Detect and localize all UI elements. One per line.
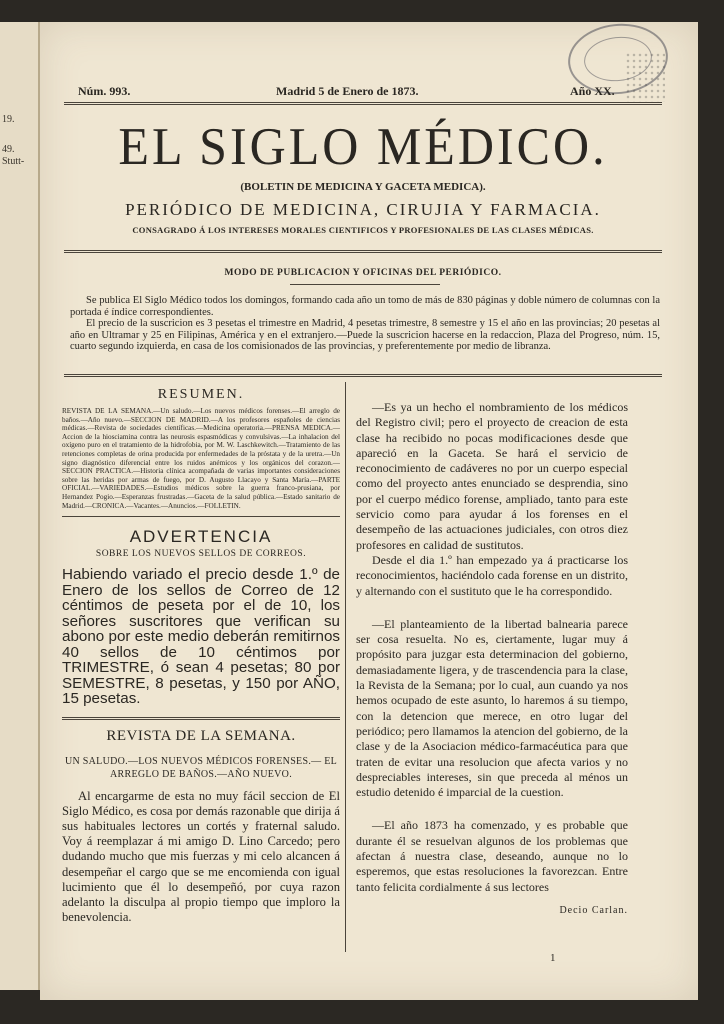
page-number: 1 (550, 952, 556, 964)
news-paragraph: —El año 1873 ha comenzado, y es probable que durante él se resuelvan algunos de los problemas que afectan á nuestra clase, deseando, aunque no lo esperemos, que estas resoluciones la favorezcan. Entre tanto felicita cordialmente á sus lectores (356, 818, 628, 894)
news-paragraph: —El planteamiento de la libertad balnearia parece ser cosa resuelta. No es, ciertamente, lugar muy á propósito para juzgar esta determinacion del gobierno, demasiadamente ligera, y de trascendencia para la clase, la Revista de la Semana; por lo cual, aun cuando ya nos hemos ocupado de este asunto, lo haremos á su tiempo, con la detencion que merece, en otro lugar del periódico; pero llamamos la atencion del gobierno, de la clase y de la Asociacion médico-farmacéutica para que traten de evitar una resolucion que afecta varios y no despreciables intereses, sin que preceda al ménos un estudio detenido é imparcial de la cuestion. (356, 616, 628, 800)
publication-info (70, 295, 660, 353)
facing-page-fragment: Stutt- (2, 156, 25, 167)
revista-subheading: UN SALUDO.—LOS NUEVOS MÉDICOS FORENSES.— EL ARREGLO DE BAÑOS.—AÑO NUEVO. (64, 755, 338, 780)
advertencia-text: Habiendo variado el precio desde 1.º de Enero de los sellos de Correo de 12 céntimos de peseta por el de 10, los señores suscritores que verifican su abono por este medio deberán remitirnos 40 sellos de 10 céntimos por TRIMESTRE, ó sean 4 pesetas; 80 por SEMESTRE, 8 pesetas, y 150 por AÑO, 15 pesetas. (62, 566, 340, 708)
advertencia-subheading: SOBRE LOS NUEVOS SELLOS DE CORREOS. (95, 549, 307, 560)
advertencia-rule (62, 717, 340, 720)
advertencia-heading: ADVERTENCIA (129, 527, 273, 547)
masthead-title: EL SIGLO MÉDICO. (118, 116, 608, 176)
masthead-dedication: CONSAGRADO Á LOS INTERESES MORALES CIENTIFICOS Y PROFESIONALES DE LAS CLASES MÉDICAS. (132, 225, 594, 235)
issue-number: Núm. 993. (78, 84, 131, 98)
issue-date: Madrid 5 de Enero de 1873. (276, 84, 419, 98)
publication-paragraph: El precio de la suscricion es 3 pesetas el trimestre en Madrid, 4 pesetas trimestre, 8 semestre y 15 el año en las provincias; 20 pesetas al año en Ultramar y 25 en Filipinas, América y en el extranjero.—Puede la suscricion hacerse en la redaccion, Plaza del Progreso, núm. 15, cuarto segundo izquierda, en casa de los comisionados de las provincias, y preferentemente por medio de libranza. (70, 318, 660, 352)
publication-heading: MODO DE PUBLICACION Y OFICINAS DEL PERIÓDICO. (224, 268, 502, 278)
resumen-heading: RESUMEN. (157, 387, 245, 402)
column-divider (345, 382, 346, 952)
facing-page-fragment: 19. (2, 114, 15, 125)
facing-page-edge (0, 22, 40, 990)
revista-text: Al encargarme de esta no muy fácil seccion de El Siglo Médico, es cosa por demás razonable que dirija á sus habituales lectores un cortés y fraternal saludo. Voy á reemplazar á mi amigo D. Lino Carcedo; pero dudando mucho que mis fuerzas y mi celo alcancen á desempeñar el cargo que se me encomienda con igual lucimiento que él lo desempeñó, por cuya razon adelanto la disculpa al propio tiempo que imploro la benevolencia. (62, 788, 340, 925)
issue-year: Año XX. (570, 84, 615, 98)
left-column (62, 387, 340, 925)
masthead-subtitle: (BOLETIN DE MEDICINA Y GACETA MEDICA). (240, 181, 486, 193)
facing-page-fragment: 49. (2, 144, 15, 155)
right-column (356, 400, 628, 916)
resumen-rule (62, 516, 340, 517)
section-rule (64, 374, 662, 377)
resumen-text: REVISTA DE LA SEMANA.—Un saludo.—Los nuevos médicos forenses.—El arreglo de baños.—Año nuevo.—SECCION DE MADRID.—A los profesores españoles de ciencias médicas.—Revista de sociedades científicas.—Medicina operatoria.—PRENSA MEDICA.—Accion de la hiosciamina contra las neurosis espasmódicas y convulsivas.—La inhalacion del oxígeno puro en el tratamiento de la hidrofobia, por M. W. Laschkewitch.—Tratamiento de las retenciones completas de orina producida por enfermedades de la próstata y de la uretra.—Un signo diagnóstico diferencial entre los ruidos anémicos y los orgánicos del corazon.—SECCION PRACTICA.—Historia clínica acompañada de varias importantes consideraciones sobre las heridas por armas de fuego, por D. Augusto Llacayo y Santa María.—PARTE OFICIAL.—VARIEDADES.—Estudios médicos sobre la guerra franco-prusiana, por Hernandez Pogio.—Esperanzas frustradas.—Gaceta de la salud pública.—Estado sanitario de Madrid.—CRONICA.—Vacantes.—Anuncios.—FOLLETIN. (62, 407, 340, 510)
news-paragraph: —Es ya un hecho el nombramiento de los médicos del Registro civil; pero el proyecto de creacion de esta clase ha recibido no pocas modificaciones desde que apareció en la Gaceta. Se hará el servicio de reconocimiento de cadáveres no por un cuerpo especial como del proyecto antes enunciado se desprendia, sino por el cuerpo médico forense, ampliado, tanto para este servicio como para ayudar á los forenses en el desempeño de las actuaciones judiciales, con otros diez profesores en calidad de sustitutos. (356, 400, 628, 552)
author-signature: Decio Carlan. (559, 904, 628, 916)
header-rule (64, 102, 662, 105)
newspaper-page (40, 22, 698, 1000)
masthead-tagline: PERIÓDICO DE MEDICINA, CIRUJIA Y FARMACIA. (125, 200, 601, 219)
stamp-perforation (625, 52, 665, 102)
news-paragraph: Desde el dia 1.º han empezado ya á practicarse los reconocimientos, haciéndolo cada forense en un distrito, y alternando con el sustituto que le ha correspondido. (356, 552, 628, 598)
revista-heading: REVISTA DE LA SEMANA. (106, 727, 296, 744)
publication-underline (290, 284, 440, 285)
masthead-rule (64, 250, 662, 253)
publication-paragraph: Se publica El Siglo Médico todos los domingos, formando cada año un tomo de más de 830 páginas y doble número de columnas con la portada é índice correspondientes. (70, 295, 660, 318)
